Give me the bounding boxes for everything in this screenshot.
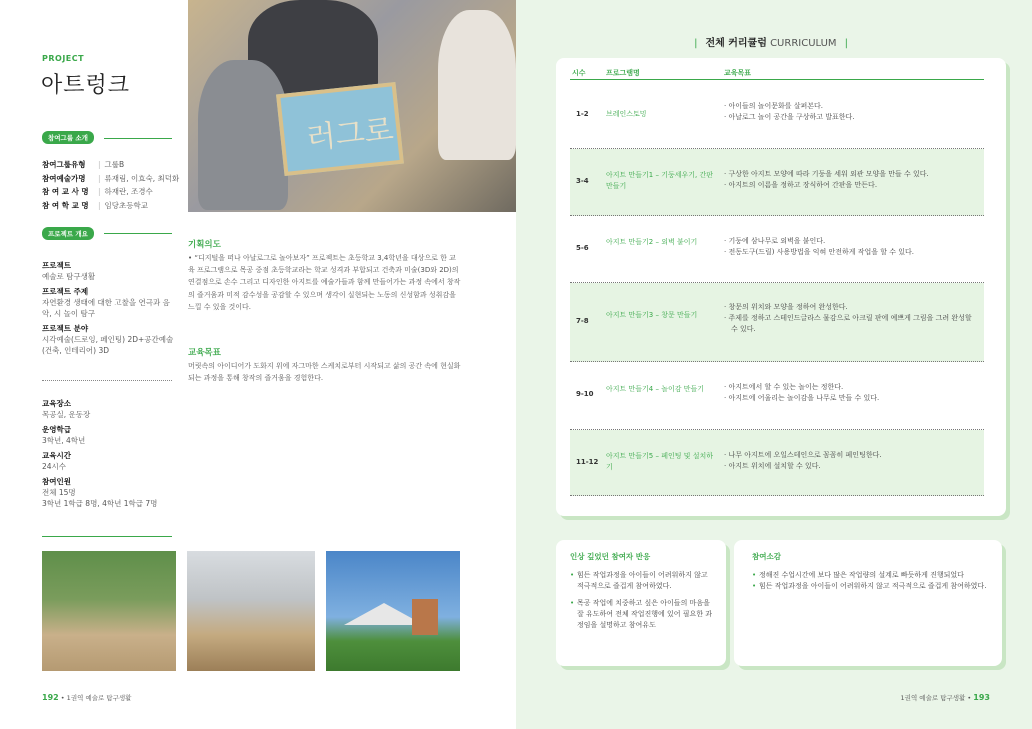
edu-value: 3학년, 4학년 <box>42 436 86 445</box>
activity-photo <box>42 551 176 671</box>
table-row: 7-8 아지트 만들기3 – 창문 만들기 · 창문의 위치와 모양을 정하여 완성한다. · 주제를 정하고 스테인드글라스 물감으로 아크릴 판에 예쁘게 그림을 그려 완성할 수 있다. <box>570 283 984 362</box>
group-row: 참 여 학 교 명 | 임당초등학교 <box>42 200 149 210</box>
edu-value: 3학년 1학급 8명, 4학년 1학급 7명 <box>42 499 158 508</box>
hero-photo <box>188 0 516 212</box>
header-goal: 교육목표 <box>724 69 752 77</box>
overview-value: 예술로 탐구생활 <box>42 272 96 281</box>
group-row: 참여예술가명 | 류재림, 이효숙, 최덕화 <box>42 173 180 183</box>
group-row: 참여그룹유형 | 그룹B <box>42 160 125 169</box>
activity-photo <box>326 551 460 671</box>
table-row: 3-4 아지트 만들기1 – 기둥세우기, 간판만들기 · 구상한 아지트 모양에 따라 기둥을 세워 외관 모양을 만들 수 있다. · 아지트의 이름을 정하고 장식하여 간판을 만든다. <box>570 149 984 216</box>
list-item: • 힘든 작업과정을 아이들이 어려워하지 않고 적극적으로 즐겁게 참여하였다. <box>570 570 716 592</box>
divider <box>42 380 172 381</box>
right-footer <box>901 693 990 702</box>
edu-key: 교육시간 <box>42 451 71 460</box>
education-info <box>42 394 174 509</box>
page-number: 192 <box>42 693 59 702</box>
page-number: 193 <box>973 693 990 702</box>
table-row: 1-2 브레인스토밍 · 아이들의 놀이문화를 살펴본다. · 아날로그 놀이 공간을 구상하고 발표한다. <box>570 82 984 149</box>
group-intro-label: 참여그룹 소개 <box>42 131 94 144</box>
review-title: 인상 깊었던 참여자 반응 <box>570 552 651 561</box>
project-kicker: PROJECT <box>42 54 85 63</box>
overview-key: 프로젝트 분야 <box>42 324 89 333</box>
table-header <box>570 66 984 80</box>
header-no: 시수 <box>572 69 586 77</box>
edu-value: 24시수 <box>42 462 67 471</box>
group-row: 참 여 교 사 명 | 하재란, 조경수 <box>42 187 153 196</box>
edu-key: 참여인원 <box>42 477 71 486</box>
edu-value: 전체 15명 <box>42 488 76 497</box>
overview-label: 프로젝트 개요 <box>42 227 94 240</box>
review-list <box>570 570 716 637</box>
goal-title: 교육목표 <box>188 348 221 358</box>
footer-text: • 1권역 예술로 탐구생활 <box>60 694 132 702</box>
curriculum-table <box>556 58 1006 516</box>
left-footer <box>42 693 131 702</box>
list-item: • 힘든 작업과정을 아이들이 어려워하지 않고 적극적으로 즐겁게 참여하였다. <box>752 581 988 592</box>
overview-key: 프로젝트 <box>42 261 71 270</box>
plan-text: • “디지털을 떠나 아날로그로 놀아보자” 프로젝트는 초등학교 3,4학년을 대상으로 한 교육 프로그램으로 목공 중점 초등학교라는 학교 성격과 부합되고 건축과 미술(3D와 2D)의 연결점으로 손수 그리고 디자인한 아지트를 예술가들과 함께 만들어가는 과정 속에서 창작의 즐거움과 미적 감수성을 공감할 수 있으며 생각이 실현되는 노동의 신성함과 성취감을 느낄 수 있을 것이다. <box>188 254 461 311</box>
divider <box>42 536 172 537</box>
table-row: 9-10 아지트 만들기4 – 놀이감 만들기 · 아지트에서 할 수 있는 놀이는 정한다. · 아지트에 어울리는 놀이감을 나무로 만들 수 있다. <box>570 362 984 430</box>
plan-title: 기획의도 <box>188 240 221 250</box>
group-table <box>42 158 182 212</box>
goal-text: 머릿속의 아이디어가 도화지 위에 자그마한 스케치로부터 시작되고 삶의 공간 속에 현실화되는 과정을 통해 창작의 즐거움을 경험한다. <box>188 362 461 383</box>
overview-list <box>42 256 174 356</box>
overview-value: 자연환경 생태에 대한 고찰을 연극과 음악, 시 놀이 탐구 <box>42 298 170 318</box>
overview-value: 시각예술(드로잉, 페인팅) 2D+공간예술(건축, 인테리어) 3D <box>42 335 174 355</box>
sign-board: 러그로 <box>276 82 404 176</box>
edu-value: 목공실, 운동장 <box>42 410 91 419</box>
list-item: • 목공 작업에 치중하고 싶은 아이들의 마음을 잘 유도하여 전체 작업진행에 있어 필요한 과정임을 설명하고 참여유도 <box>570 598 716 631</box>
participant-response-card <box>556 540 726 666</box>
impress-list <box>752 570 988 598</box>
table-row: 5-6 아지트 만들기2 – 외벽 붙이기 · 기둥에 삼나무로 외벽을 붙인다. · 전동도구(드릴) 사용방법을 익혀 안전하게 작업을 할 수 있다. <box>570 216 984 283</box>
footer-text: 1권역 예술로 탐구생활 • <box>900 694 972 702</box>
edu-key: 운영학급 <box>42 425 71 434</box>
overview-rule <box>104 233 172 234</box>
project-title: 아트렁크 <box>41 73 131 98</box>
table-row: 11-12 아지트 만들기5 – 페인팅 및 설치하기 · 나무 아지트에 오일스테인으로 꼼꼼히 페인팅한다. · 아지트 위치에 설치할 수 있다. <box>570 430 984 496</box>
curriculum-title: | 전체 커리큘럼 CURRICULUM | <box>694 38 848 49</box>
group-intro-rule <box>104 138 172 139</box>
edu-key: 교육장소 <box>42 399 71 408</box>
list-item: • 정해진 수업시간에 보다 많은 작업량의 설계로 빠듯하게 진행되었다 <box>752 570 988 581</box>
header-program: 프로그램명 <box>606 69 640 77</box>
activity-photo <box>187 551 315 671</box>
impressions-card <box>734 540 1002 666</box>
impress-title: 참여소감 <box>752 552 781 561</box>
overview-key: 프로젝트 주제 <box>42 287 89 296</box>
